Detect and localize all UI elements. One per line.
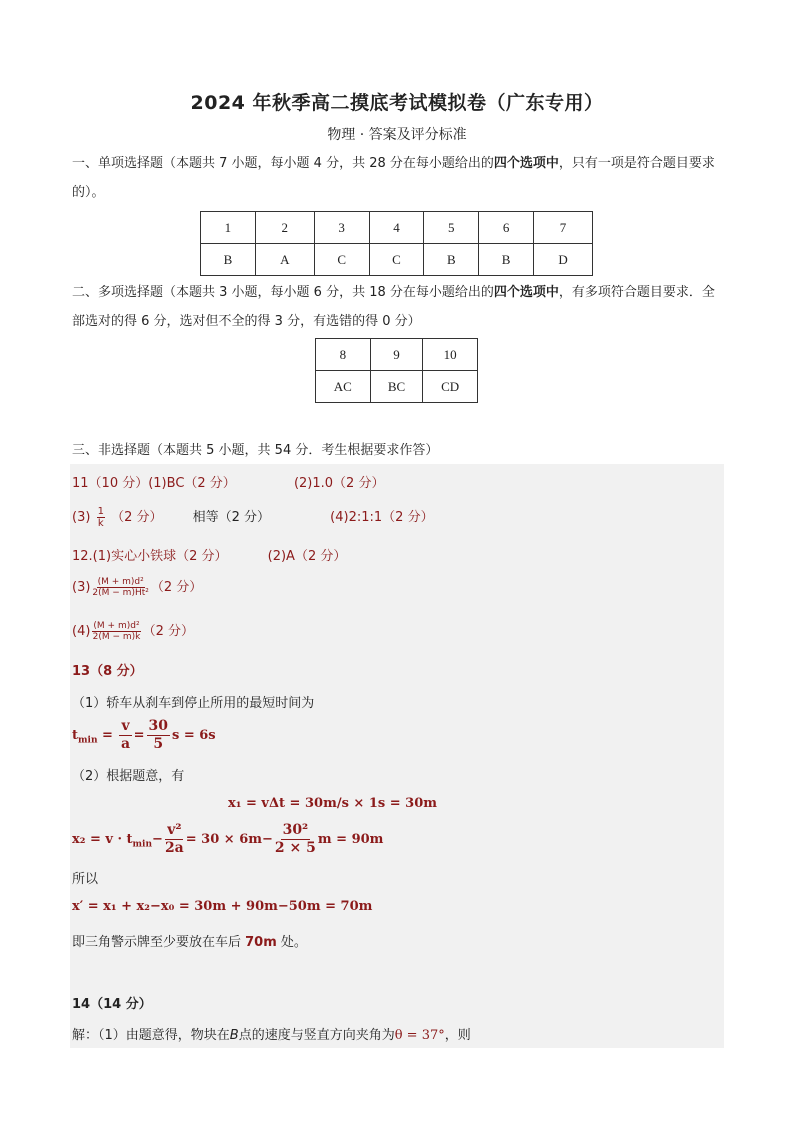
q12-line3: (4) $\frac{\text{(M + m)d²}}{2(M - m)k}$ （2 分） (72, 621, 194, 642)
q11-line1: 11（10 分）(1)BC（2 分） (2)1.0（2 分） (72, 476, 385, 491)
question-number: 10 (423, 339, 478, 371)
q13-equation1: $t_{min}$ = $\frac{v}{a}$ = $\frac{30}{5}$ s = 6s (72, 718, 216, 752)
answer-cell: C (369, 244, 424, 276)
fraction-30sq-over-2x5: $\frac{\text{30²}}{2 \times 5}$ (274, 822, 316, 856)
answer-cell: D (534, 244, 593, 276)
section2-intro: 二、多项选择题（本题共 3 小题，每小题 6 分，共 18 分在每小题给出的四个选项中，有多项符合题目要求．全部选对的得 6 分，选对但不全的得 3 分，有选错的得 0 分） (72, 285, 715, 329)
answer-cell: B (479, 244, 534, 276)
table-row (201, 244, 593, 276)
q12-fraction-4: $\frac{\text{(M + m)d²}}{2(M - m)k}$ (92, 621, 141, 642)
fraction-1-over-k: $\frac{1}{k}$ (97, 506, 104, 529)
question-number: 9 (370, 339, 423, 371)
q13-conclusion: 即三角警示牌至少要放在车后 70m 处。 (72, 935, 307, 950)
answer-cell: BC (370, 371, 423, 403)
q12-line2: (3) $\frac{\text{(M + m)d²}}{\text{2(M − m)Ht²}}$ （2 分） (72, 577, 203, 598)
question-number: 6 (479, 212, 534, 244)
q13-part2: （2）根据题意，有 (72, 769, 185, 784)
table-row (316, 339, 478, 371)
answer-cell: B (424, 244, 479, 276)
question-number: 4 (369, 212, 424, 244)
q11-line2: (3) $\frac{1}{k}$ （2 分） 相等（2 分） (4)2:1:1（2 分） (72, 506, 434, 529)
q13-part3: 所以 (72, 872, 99, 887)
answer-cell: AC (316, 371, 371, 403)
q13-part1: （1）轿车从刹车到停止所用的最短时间为 (72, 696, 315, 711)
q12-fraction-3: $\frac{\text{(M + m)d²}}{\text{2(M − m)Ht²}}$ (92, 577, 149, 598)
question-number: 8 (316, 339, 371, 371)
answer-cell: B (201, 244, 256, 276)
question-number: 2 (255, 212, 314, 244)
answer-cell: C (314, 244, 369, 276)
question-number: 3 (314, 212, 369, 244)
question-number: 5 (424, 212, 479, 244)
q12-line1: 12.(1)实心小铁球（2 分） (2)A（2 分） (72, 549, 347, 564)
q13-equation4: x′ = x₁ + x₂−x₀ = 30m + 90m−50m = 70m (72, 899, 373, 914)
question-number: 1 (201, 212, 256, 244)
fraction-30-over-5: $\frac{30}{5}$ (148, 718, 168, 752)
section3-intro: 三、非选择题（本题共 5 小题，共 54 分．考生根据要求作答） (72, 443, 439, 458)
answer-cell: CD (423, 371, 478, 403)
page-subtitle: 物理 · 答案及评分标准 (327, 127, 467, 143)
q13-equation3: $x_2 = v \cdot t_{min}-$ $\frac{\text{v²}}{2a}$ = 30 × 6m− $\frac{\text{30²}}{2 \times 5}$ m = 90m (72, 822, 384, 856)
fraction-v2-over-2a: $\frac{\text{v²}}{2a}$ (164, 822, 184, 856)
table-row (201, 212, 593, 244)
page-title: 2024 年秋季高二摸底考试模拟卷（广东专用） (190, 92, 604, 114)
table-row (316, 371, 478, 403)
q13-equation2: x₁ = vΔt = 30m/s × 1s = 30m (228, 796, 437, 811)
section1-intro: 一、单项选择题（本题共 7 小题，每小题 4 分，共 28 分在每小题给出的四个选项中，只有一项是符合题目要求的）。 (72, 156, 715, 200)
answer-cell: A (255, 244, 314, 276)
multi-choice-answer-table (315, 338, 478, 403)
q13-header: 13（8 分） (72, 664, 143, 679)
single-choice-answer-table (200, 211, 593, 276)
question-number: 7 (534, 212, 593, 244)
q14-part1: 解：（1）由题意得，物块在B点的速度与竖直方向夹角为θ = 37°，则 (72, 1028, 471, 1043)
q14-header: 14（14 分） (72, 997, 152, 1012)
fraction-v-over-a: $\frac{v}{a}$ (121, 718, 131, 752)
